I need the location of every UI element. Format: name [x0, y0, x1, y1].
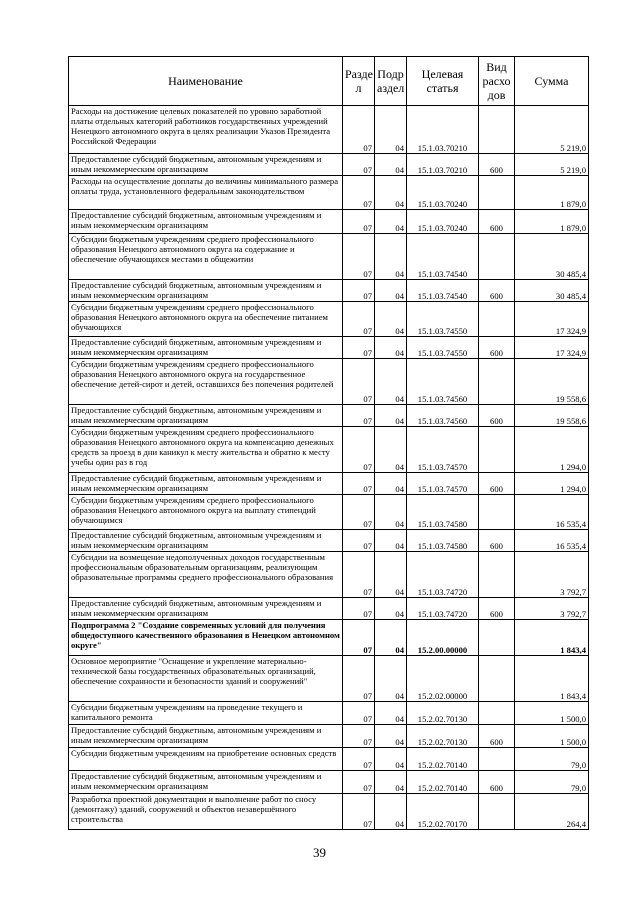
cell-type [479, 495, 515, 530]
header-name: Наименование [69, 57, 343, 106]
cell-name: Субсидии бюджетным учреждениям на проведение текущего и капитального ремонта [69, 702, 343, 725]
cell-section: 07 [343, 473, 375, 495]
table-row [69, 725, 589, 748]
cell-name: Предоставление субсидий бюджетным, автономным учреждениям и иным некоммерческим организациям [69, 530, 343, 552]
cell-section: 07 [343, 495, 375, 530]
cell-sum: 79,0 [515, 771, 589, 794]
cell-type: 600 [479, 280, 515, 302]
table-row [69, 280, 589, 302]
header-subsection: Подр аздел [375, 57, 407, 106]
cell-section: 07 [343, 620, 375, 656]
cell-sum: 5 219,0 [515, 106, 589, 154]
table-row [69, 748, 589, 771]
cell-section: 07 [343, 794, 375, 830]
cell-section: 07 [343, 656, 375, 702]
budget-table [68, 56, 589, 830]
cell-sum: 19 558,6 [515, 405, 589, 427]
cell-name: Расходы на достижение целевых показателей по уровню заработной платы отдельных категорий работников государственных учреждений Ненецкого автономного округа в целях реализации Указов Президента Российской Федерации [69, 106, 343, 154]
cell-name: Основное мероприятие "Оснащение и укрепление материально-технической базы государственных образовательных организаций, обеспечение сохранности и безопасности зданий и сооружений" [69, 656, 343, 702]
table-body [69, 106, 589, 830]
cell-target: 15.1.03.74540 [407, 280, 479, 302]
cell-sum: 1 294,0 [515, 427, 589, 473]
cell-subsection: 04 [375, 495, 407, 530]
cell-type: 600 [479, 337, 515, 359]
cell-section: 07 [343, 154, 375, 176]
cell-target: 15.1.03.74560 [407, 405, 479, 427]
cell-type [479, 427, 515, 473]
cell-type [479, 552, 515, 598]
cell-section: 07 [343, 405, 375, 427]
cell-name: Субсидии бюджетным учреждениям на приобретение основных средств [69, 748, 343, 771]
cell-target: 15.2.02.70130 [407, 725, 479, 748]
cell-subsection: 04 [375, 702, 407, 725]
cell-subsection: 04 [375, 552, 407, 598]
cell-subsection: 04 [375, 427, 407, 473]
cell-target: 15.2.02.70130 [407, 702, 479, 725]
cell-name: Субсидии бюджетным учреждениям среднего профессионального образования Ненецкого автономного округа на выплату стипендий обучающимся [69, 495, 343, 530]
table-row [69, 656, 589, 702]
cell-type: 600 [479, 771, 515, 794]
header-section: Разде л [343, 57, 375, 106]
cell-section: 07 [343, 280, 375, 302]
cell-target: 15.1.03.74550 [407, 302, 479, 337]
cell-type [479, 748, 515, 771]
cell-sum: 1 294,0 [515, 473, 589, 495]
cell-target: 15.1.03.74720 [407, 552, 479, 598]
cell-type: 600 [479, 210, 515, 234]
cell-section: 07 [343, 337, 375, 359]
cell-target: 15.1.03.74560 [407, 359, 479, 405]
cell-section: 07 [343, 552, 375, 598]
cell-subsection: 04 [375, 176, 407, 210]
cell-subsection: 04 [375, 656, 407, 702]
table-row [69, 302, 589, 337]
cell-subsection: 04 [375, 210, 407, 234]
cell-subsection: 04 [375, 359, 407, 405]
cell-name: Субсидии бюджетным учреждениям среднего профессионального образования Ненецкого автономного округа на государственное обеспечение детей-сирот и детей, оставшихся без попечения родителей [69, 359, 343, 405]
cell-name: Предоставление субсидий бюджетным, автономным учреждениям и иным некоммерческим организациям [69, 210, 343, 234]
cell-type [479, 234, 515, 280]
cell-sum: 79,0 [515, 748, 589, 771]
table-row [69, 702, 589, 725]
cell-name: Субсидии бюджетным учреждениям среднего профессионального образования Ненецкого автономного округа на обеспечение питанием обучающихся [69, 302, 343, 337]
cell-subsection: 04 [375, 154, 407, 176]
cell-target: 15.2.00.00000 [407, 620, 479, 656]
cell-subsection: 04 [375, 748, 407, 771]
cell-section: 07 [343, 702, 375, 725]
cell-type: 600 [479, 473, 515, 495]
cell-target: 15.1.03.74580 [407, 495, 479, 530]
cell-section: 07 [343, 176, 375, 210]
cell-target: 15.2.02.70140 [407, 748, 479, 771]
table-row [69, 337, 589, 359]
cell-name: Предоставление субсидий бюджетным, автономным учреждениям и иным некоммерческим организациям [69, 598, 343, 620]
cell-name: Предоставление субсидий бюджетным, автономным учреждениям и иным некоммерческим организациям [69, 473, 343, 495]
cell-type [479, 620, 515, 656]
cell-target: 15.1.03.70240 [407, 210, 479, 234]
cell-subsection: 04 [375, 794, 407, 830]
cell-target: 15.2.02.70140 [407, 771, 479, 794]
cell-type: 600 [479, 530, 515, 552]
table-row [69, 495, 589, 530]
cell-target: 15.1.03.70210 [407, 106, 479, 154]
cell-target: 15.1.03.74540 [407, 234, 479, 280]
cell-sum: 1 500,0 [515, 725, 589, 748]
table-row [69, 106, 589, 154]
table-row [69, 427, 589, 473]
table-row [69, 794, 589, 830]
cell-subsection: 04 [375, 725, 407, 748]
header-type: Вид расхо дов [479, 57, 515, 106]
cell-type [479, 702, 515, 725]
cell-name: Предоставление субсидий бюджетным, автономным учреждениям и иным некоммерческим организациям [69, 280, 343, 302]
cell-type [479, 176, 515, 210]
cell-subsection: 04 [375, 337, 407, 359]
cell-subsection: 04 [375, 405, 407, 427]
table-row [69, 210, 589, 234]
cell-sum: 3 792,7 [515, 552, 589, 598]
cell-section: 07 [343, 530, 375, 552]
table-row [69, 552, 589, 598]
cell-name: Субсидии бюджетным учреждениям среднего профессионального образования Ненецкого автономного округа на содержание и обеспечение обучающихся местами в общежитии [69, 234, 343, 280]
cell-subsection: 04 [375, 234, 407, 280]
cell-target: 15.2.02.00000 [407, 656, 479, 702]
cell-sum: 30 485,4 [515, 234, 589, 280]
table-row [69, 620, 589, 656]
cell-subsection: 04 [375, 280, 407, 302]
cell-target: 15.2.02.70170 [407, 794, 479, 830]
cell-subsection: 04 [375, 620, 407, 656]
cell-sum: 30 485,4 [515, 280, 589, 302]
cell-sum: 17 324,9 [515, 337, 589, 359]
cell-section: 07 [343, 771, 375, 794]
cell-section: 07 [343, 748, 375, 771]
cell-section: 07 [343, 359, 375, 405]
cell-subsection: 04 [375, 530, 407, 552]
table-header-row [69, 57, 589, 106]
cell-name: Подпрограмма 2 "Создание современных условий для получения общедоступного качественного образования в Ненецком автономном округе" [69, 620, 343, 656]
cell-sum: 19 558,6 [515, 359, 589, 405]
cell-section: 07 [343, 234, 375, 280]
cell-type [479, 794, 515, 830]
header-target: Целевая статья [407, 57, 479, 106]
cell-section: 07 [343, 725, 375, 748]
table-row [69, 530, 589, 552]
cell-section: 07 [343, 427, 375, 473]
cell-target: 15.1.03.74570 [407, 427, 479, 473]
cell-sum: 1 500,0 [515, 702, 589, 725]
table-row [69, 598, 589, 620]
cell-sum: 1 879,0 [515, 210, 589, 234]
cell-subsection: 04 [375, 598, 407, 620]
cell-subsection: 04 [375, 771, 407, 794]
cell-sum: 264,4 [515, 794, 589, 830]
cell-name: Субсидии на возмещение недополученных доходов государственным профессиональным образовательным организациям, реализующим образовательные программы среднего профессионального образования [69, 552, 343, 598]
cell-type: 600 [479, 154, 515, 176]
table-row [69, 771, 589, 794]
cell-target: 15.1.03.70240 [407, 176, 479, 210]
header-sum: Сумма [515, 57, 589, 106]
cell-type: 600 [479, 725, 515, 748]
table-row [69, 154, 589, 176]
table-row [69, 234, 589, 280]
cell-sum: 16 535,4 [515, 530, 589, 552]
table-row [69, 473, 589, 495]
cell-subsection: 04 [375, 106, 407, 154]
cell-target: 15.1.03.74570 [407, 473, 479, 495]
cell-name: Разработка проектной документации и выполнение работ по сносу (демонтажу) зданий, сооружений и объектов незавершённого строительства [69, 794, 343, 830]
cell-type [479, 106, 515, 154]
cell-target: 15.1.03.74580 [407, 530, 479, 552]
page-number: 39 [313, 845, 326, 860]
cell-type [479, 656, 515, 702]
cell-name: Предоставление субсидий бюджетным, автономным учреждениям и иным некоммерческим организациям [69, 771, 343, 794]
cell-type: 600 [479, 405, 515, 427]
cell-subsection: 04 [375, 302, 407, 337]
cell-section: 07 [343, 302, 375, 337]
cell-sum: 5 219,0 [515, 154, 589, 176]
cell-section: 07 [343, 106, 375, 154]
cell-sum: 1 843,4 [515, 620, 589, 656]
cell-type [479, 359, 515, 405]
cell-sum: 1 879,0 [515, 176, 589, 210]
cell-name: Предоставление субсидий бюджетным, автономным учреждениям и иным некоммерческим организациям [69, 725, 343, 748]
cell-target: 15.1.03.70210 [407, 154, 479, 176]
cell-sum: 17 324,9 [515, 302, 589, 337]
cell-section: 07 [343, 210, 375, 234]
cell-name: Предоставление субсидий бюджетным, автономным учреждениям и иным некоммерческим организациям [69, 405, 343, 427]
table-row [69, 405, 589, 427]
cell-section: 07 [343, 598, 375, 620]
cell-type [479, 302, 515, 337]
cell-name: Субсидии бюджетным учреждениям среднего профессионального образования Ненецкого автономного округа на компенсацию денежных средств за проезд в дни каникул к месту жительства и обратно к месту учебы один раз в год [69, 427, 343, 473]
cell-sum: 1 843,4 [515, 656, 589, 702]
cell-name: Расходы на осуществление доплаты до величины минимального размера оплаты труда, установленного федеральным законодательством [69, 176, 343, 210]
table-row [69, 359, 589, 405]
table-row [69, 176, 589, 210]
cell-target: 15.1.03.74550 [407, 337, 479, 359]
cell-target: 15.1.03.74720 [407, 598, 479, 620]
cell-sum: 16 535,4 [515, 495, 589, 530]
cell-type: 600 [479, 598, 515, 620]
cell-name: Предоставление субсидий бюджетным, автономным учреждениям и иным некоммерческим организациям [69, 154, 343, 176]
cell-name: Предоставление субсидий бюджетным, автономным учреждениям и иным некоммерческим организациям [69, 337, 343, 359]
cell-sum: 3 792,7 [515, 598, 589, 620]
cell-subsection: 04 [375, 473, 407, 495]
